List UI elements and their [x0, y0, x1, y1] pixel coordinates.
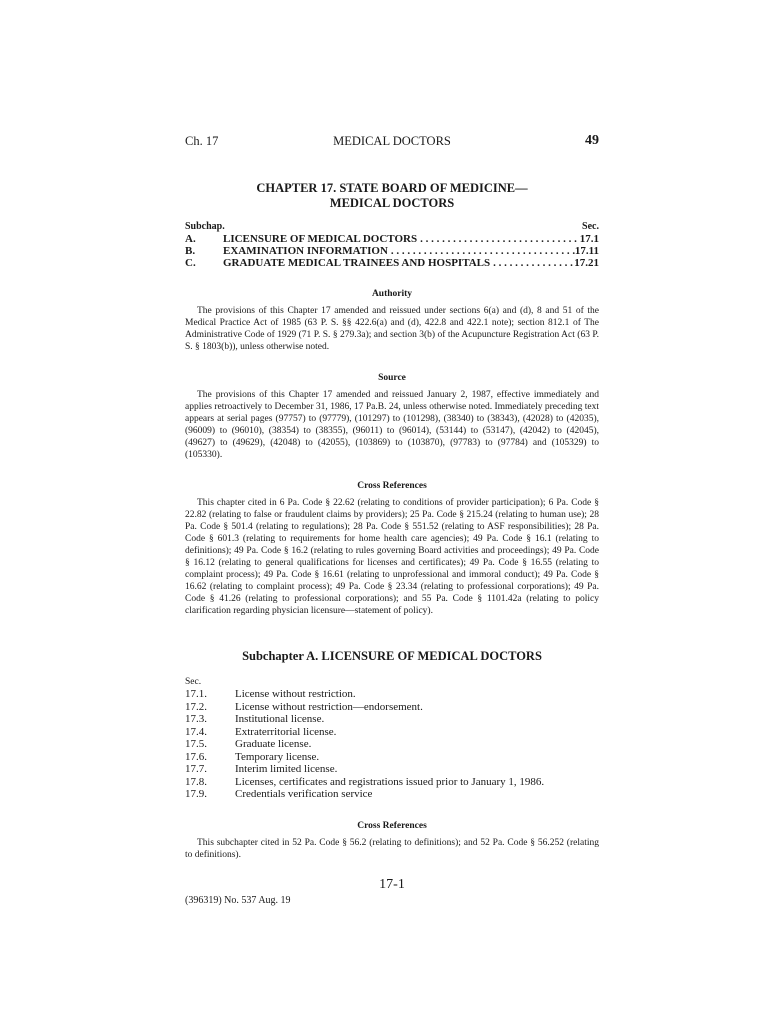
toc-sec: 17.11	[574, 245, 599, 257]
toc-title: LICENSURE OF MEDICAL DOCTORS	[223, 233, 418, 245]
toc-leader	[490, 257, 574, 269]
section-title: Licenses, certificates and registrations issued prior to January 1, 1986.	[235, 775, 545, 788]
chapter-label: Ch. 17	[185, 134, 219, 148]
section-number: 17.7.	[185, 763, 207, 775]
chapter-title-line1: CHAPTER 17. STATE BOARD OF MEDICINE—	[256, 181, 528, 195]
toc-subchap-label: Subchap.	[185, 221, 225, 232]
section-row[interactable]	[185, 751, 599, 764]
section-row[interactable]	[185, 701, 599, 714]
toc-letter: C.	[185, 257, 196, 269]
toc-leader	[417, 233, 580, 245]
toc-title: EXAMINATION INFORMATION	[223, 245, 388, 257]
source-text: The provisions of this Chapter 17 amended and reissued January 2, 1987, effective immediately and applies retroactively to December 31, 1986, 17 Pa.B. 24, unless otherwise noted. Immediately preceding text appears at serial pages (97757) to (97779), (101297) to (101298), (38340) to (38343), (42028) to (42035), (96009) to (96010), (38354) to (38355), (96011) to (96014), (53144) to (53147), (42042) to (42045), (49627) to (49629), (42048) to (42055), (103869) to (103870), (97783) to (97784) and (105329) to (105330).	[185, 390, 599, 460]
section-number: 17.3.	[185, 713, 207, 725]
cross-references-text: This chapter cited in 6 Pa. Code § 22.62 (relating to conditions of provider participation); 6 Pa. Code § 22.82 (relating to false or fraudulent claims by providers); 25 Pa. Code § 215.24 (relating to human use); 28 Pa. Code § 501.4 (relating to regulations); 28 Pa. Code § 551.52 (relating to ASF responsibilities); 28 Pa. Code § 601.3 (relating to requirements for home health care agencies); 49 Pa. Code § 16.1 (relating to definitions); 49 Pa. Code § 16.2 (relating to rules governing Board activities and proceedings); 49 Pa. Code § 16.12 (relating to general qualifications for licenses and certificates); 49 Pa. Code § 16.55 (relating to complaint process); 49 Pa. Code § 16.61 (relating to unprofessional and immoral conduct); 49 Pa. Code § 16.62 (relating to complaint process); 49 Pa. Code § 23.34 (relating to professional corporations); 49 Pa. Code § 41.26 (relating to professional corporations); and 55 Pa. Code § 1101.42a (relating to policy clarification regarding physician licensure—statement of policy).	[185, 498, 599, 616]
section-title: Institutional license.	[235, 713, 325, 725]
section-number: 17.5.	[185, 738, 207, 750]
section-number: 17.2.	[185, 700, 207, 713]
subchapter-cross-references-text: This subchapter cited in 52 Pa. Code § 56.2 (relating to definitions); and 52 Pa. Code § 56.252 (relating to definitions).	[185, 837, 599, 860]
section-row[interactable]	[185, 763, 599, 776]
section-row[interactable]	[185, 788, 599, 801]
subchapter-title: Subchapter A. LICENSURE OF MEDICAL DOCTORS	[242, 649, 542, 663]
section-list-label: Sec.	[185, 677, 202, 687]
toc-letter: A.	[185, 233, 196, 245]
footer-serial: (396319) No. 537 Aug. 19	[185, 894, 291, 906]
toc-sec-label: Sec.	[582, 221, 599, 232]
section-number: 17.8.	[185, 775, 207, 788]
section-row[interactable]	[185, 776, 599, 789]
toc-row[interactable]	[185, 245, 599, 257]
section-title: Extraterritorial license.	[235, 725, 337, 738]
section-title: Interim limited license.	[235, 763, 338, 775]
section-row[interactable]	[185, 738, 599, 751]
toc-title: GRADUATE MEDICAL TRAINEES AND HOSPITALS	[223, 257, 491, 269]
section-number: 17.1.	[185, 688, 207, 700]
section-number: 17.4.	[185, 725, 207, 738]
subchapter-cross-references-heading: Cross References	[357, 820, 427, 831]
toc-letter: B.	[185, 245, 196, 257]
section-row[interactable]	[185, 726, 599, 739]
section-title: Temporary license.	[235, 750, 320, 763]
authority-text: The provisions of this Chapter 17 amended and reissued under sections 6(a) and (d), 8 and 51 of the Medical Practice Act of 1985 (63 P. S. §§ 422.6(a) and (d), 422.8 and 422.1 note); section 812.1 of The Administrative Code of 1929 (71 P. S. § 279.3a); and section 3(b) of the Acupuncture Registration Act (63 P. S. § 1803(b)), unless otherwise noted.	[185, 306, 599, 352]
document-page	[185, 134, 599, 906]
section-title: Credentials verification service	[235, 788, 373, 800]
section-title: License without restriction—endorsement.	[235, 700, 423, 713]
section-row[interactable]	[185, 713, 599, 726]
authority-heading: Authority	[371, 289, 413, 299]
toc-sec: 17.1	[579, 233, 599, 245]
toc-sec: 17.21	[574, 257, 599, 269]
running-header	[185, 134, 599, 154]
section-title: License without restriction.	[235, 688, 356, 700]
chapter-title	[185, 181, 599, 211]
section-number: 17.6.	[185, 750, 207, 763]
section-title: Graduate license.	[235, 738, 312, 750]
page-number: 49	[585, 133, 599, 148]
footer-page-id: 17-1	[379, 876, 405, 892]
chapter-title-line2: MEDICAL DOCTORS	[329, 196, 455, 210]
section-number: 17.9.	[185, 788, 207, 800]
toc-header	[185, 221, 599, 233]
cross-references-heading: Cross References	[357, 481, 427, 491]
running-title: MEDICAL DOCTORS	[333, 134, 451, 148]
toc-row[interactable]	[185, 257, 599, 269]
table-of-contents	[185, 221, 599, 269]
section-row[interactable]	[185, 688, 599, 701]
toc-row[interactable]	[185, 233, 599, 245]
toc-leader	[388, 245, 575, 257]
source-heading: Source	[378, 373, 406, 383]
section-list	[185, 676, 599, 801]
